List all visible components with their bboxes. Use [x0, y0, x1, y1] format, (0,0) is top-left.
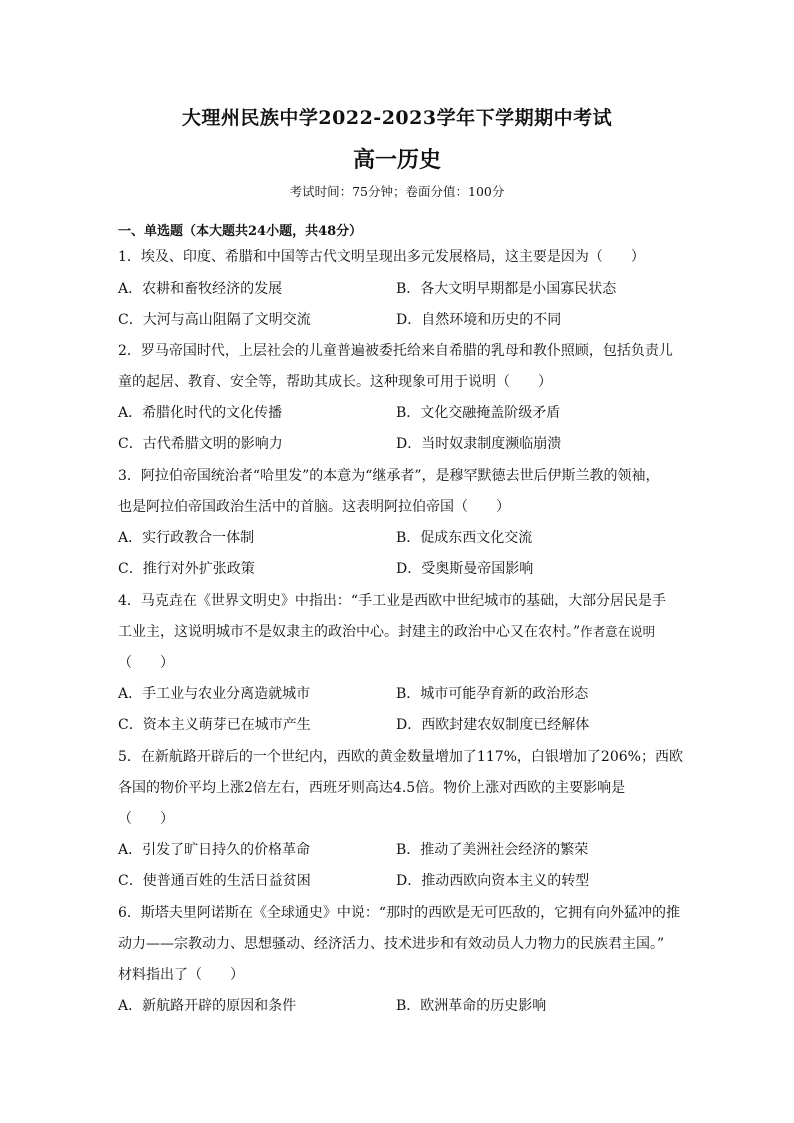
question-3-stem-line-1: 3．阿拉伯帝国统治者“哈里发”的本意为“继承者”，是穆罕默德去世后伊斯兰教的领袖，: [118, 468, 660, 484]
question-4-option-a[interactable]: A．手工业与农业分离造就城市: [118, 686, 311, 702]
question-5-option-a[interactable]: A．引发了旷日持久的价格革命: [118, 842, 311, 858]
question-3-option-b[interactable]: B．促成东西文化交流: [396, 530, 533, 546]
question-6-option-a[interactable]: A．新航路开辟的原因和条件: [118, 998, 297, 1014]
question-6-stem-line-1: 6．斯塔夫里阿诺斯在《全球通史》中说：“那时的西欧是无可匹敌的，它拥有向外猛冲的推: [118, 905, 681, 921]
question-5-option-c[interactable]: C．使普通百姓的生活日益贫困: [118, 873, 311, 889]
question-6-stem-line-3: 材料指出了（ ）: [118, 967, 244, 983]
question-1-stem-line-1: 1．埃及、印度、希腊和中国等古代文明呈现出多元发展格局，这主要是因为（ ）: [118, 249, 645, 265]
section-title: 一、单选题（本大题共24小题，共48分）: [118, 224, 363, 239]
question-4-option-b[interactable]: B．城市可能孕育新的政治形态: [396, 686, 589, 702]
exam-subject: 高一历史: [352, 147, 441, 173]
question-5-stem-line-3: （ ）: [118, 811, 174, 827]
question-1-option-a[interactable]: A．农耕和畜牧经济的发展: [118, 281, 283, 297]
question-3-stem-line-2: 也是阿拉伯帝国政治生活中的首脑。这表明阿拉伯帝国（ ）: [118, 499, 510, 515]
question-5-option-b[interactable]: B．推动了美洲社会经济的繁荣: [396, 842, 589, 858]
question-2-option-d[interactable]: D．当时奴隶制度濒临崩溃: [396, 436, 562, 452]
exam-title: 大理州民族中学2022-2023学年下学期期中考试: [181, 107, 613, 129]
question-3-option-d[interactable]: D．受奥斯曼帝国影响: [396, 561, 534, 577]
question-3-option-c[interactable]: C．推行对外扩张政策: [118, 561, 255, 577]
question-4-stem-tail: 作者意在说明: [580, 624, 656, 639]
question-1-option-b[interactable]: B．各大文明早期都是小国寡民状态: [396, 281, 617, 297]
question-4-stem-line-2-main: 工业主，这说明城市不是奴隶主的政治中心。封建主的政治中心又在农村。”: [118, 624, 581, 640]
question-3-option-a[interactable]: A．实行政教合一体制: [118, 530, 255, 546]
question-2-option-a[interactable]: A．希腊化时代的文化传播: [118, 405, 283, 421]
question-4-option-d[interactable]: D．西欧封建农奴制度已经解体: [396, 717, 590, 733]
question-6-stem-line-2: 动力——宗教动力、思想骚动、经济活力、技术进步和有效动员人力物力的民族君主国。”: [118, 936, 665, 952]
question-2-stem-line-2: 童的起居、教育、安全等，帮助其成长。这种现象可用于说明（ ）: [118, 374, 552, 390]
question-4-option-c[interactable]: C．资本主义萌芽已在城市产生: [118, 717, 311, 733]
question-4-stem-line-1: 4．马克垚在《世界文明史》中指出：“手工业是西欧中世纪城市的基础，大部分居民是手: [118, 593, 667, 609]
question-5-option-d[interactable]: D．推动西欧向资本主义的转型: [396, 873, 590, 889]
question-5-stem-line-2: 各国的物价平均上涨2倍左右，西班牙则高达4.5倍。物价上涨对西欧的主要影响是: [118, 780, 626, 796]
question-4-stem-line-3: （ ）: [118, 655, 174, 671]
question-2-stem-line-1: 2．罗马帝国时代，上层社会的儿童普遍被委托给来自希腊的乳母和教仆照顾，包括负责儿: [118, 343, 673, 359]
question-1-option-c[interactable]: C．大河与高山阻隔了文明交流: [118, 312, 311, 328]
exam-meta: 考试时间：75分钟；卷面分值：100分: [289, 184, 505, 199]
question-2-option-c[interactable]: C．古代希腊文明的影响力: [118, 436, 283, 452]
question-5-stem-line-1: 5．在新航路开辟后的一个世纪内，西欧的黄金数量增加了117%，白银增加了206%；西欧: [118, 749, 683, 765]
question-1-option-d[interactable]: D．自然环境和历史的不同: [396, 312, 562, 328]
question-4-stem-line-2: [118, 623, 688, 641]
question-6-option-b[interactable]: B．欧洲革命的历史影响: [396, 998, 547, 1014]
question-2-option-b[interactable]: B．文化交融掩盖阶级矛盾: [396, 405, 561, 421]
